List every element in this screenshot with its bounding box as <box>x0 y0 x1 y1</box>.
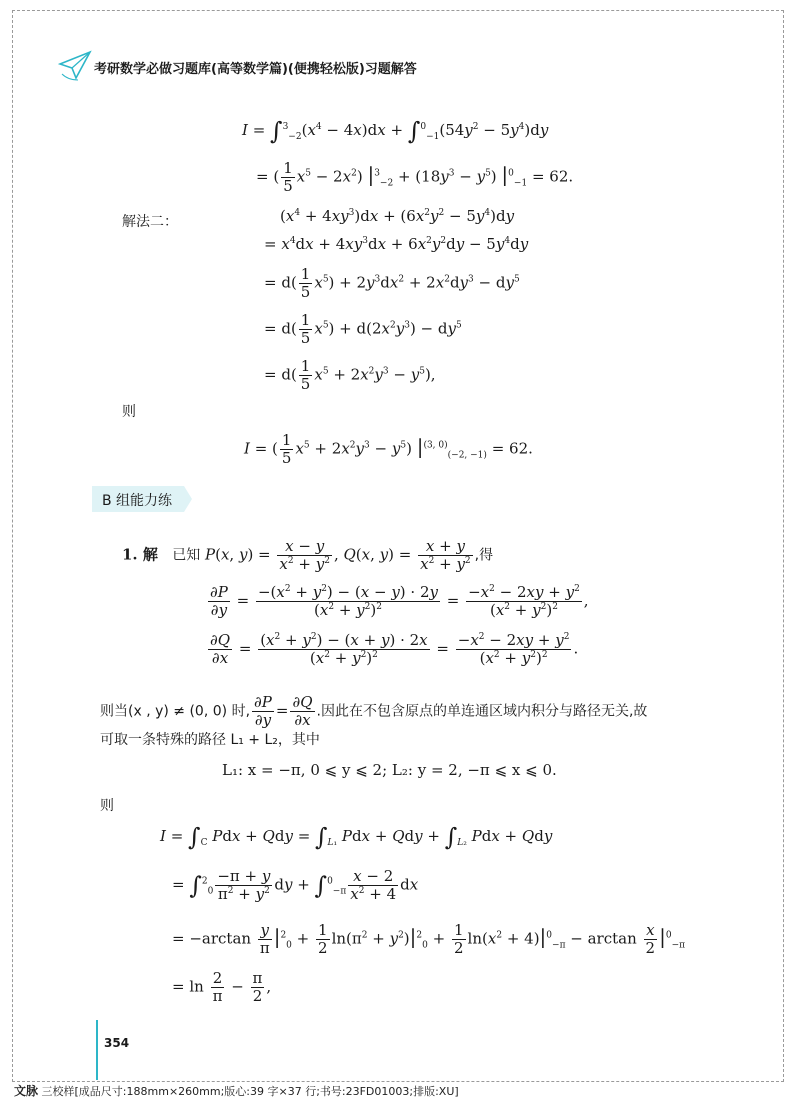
footer-brand: 文脉 <box>14 1084 39 1098</box>
formula-line: = ∫$^2_0$ $\frac{-\pi + y}{\pi^2 + y^2}$ dy + ∫$^0_{-\pi}$ $\frac{x - 2}{x^2 + 4}$ dx <box>172 867 419 903</box>
problem-intro: 1. 解 已知 P(x, y) = $\frac{x - y}{x^2 + y^2}$ , Q(x, y) = $\frac{x + y}{x^2 + y^2}$ ,得 <box>122 537 494 573</box>
print-footer <box>14 1082 459 1099</box>
formula-line: $\frac{\partial Q}{\partial x}$ = $\frac{(x^2 + y^2) - (x + y) \cdot 2x}{(x^2 + y^2)^2}$ = $\frac{-x^2 - 2xy + y^2}{(x^2 + y^2)^2}$ . <box>210 631 579 667</box>
section-badge <box>92 486 192 512</box>
formula-line: = −arctan $\frac{y}{\pi}$ $|^2_0$ + $\frac{1}{2}$ $\ln(\pi^2 + y^2)|^2_0$ + $\frac{1}{2}$ $\ln(x^2 + 4)|^0_{-\pi} - \arctan$ $\frac{x}{2}$ $|^0_{-\pi}$ <box>172 921 686 957</box>
formula-line: = d( $\frac{1}{5}$ $x^5) + d(2x^2y^3) - dy^5$ <box>264 311 462 347</box>
method2-label: 解法二： <box>122 214 178 230</box>
header-title: 考研数学必做习题库(高等数学篇)(便携轻松版)习题解答 <box>94 62 417 77</box>
text-line: 则当(x , y) ≠ (0, 0) 时, $\frac{\partial P}{\partial y}$ = $\frac{\partial Q}{\partial x}$ .因此在不包含原点的单连通区域内积分与路径无关,故 <box>100 693 648 729</box>
formula-line: = ( $\frac{1}{5}$ $x^5 - 2x^2$) $|^3_{-2} + (18y^3 - y^5) |^0_{-1} = 62$. <box>256 159 574 195</box>
formula-line: $I = \int_C$ Pdx + Qdy = $\int_{L_1}$ Pdx + Qdy + $\int_{L_2}$ Pdx + Qdy <box>160 823 553 851</box>
problem-intro-text: 已知 <box>172 547 201 564</box>
formula-line: $\frac{\partial P}{\partial y}$ = $\frac{-(x^2 + y^2) - (x - y) \cdot 2y}{(x^2 + y^2)^2}$ = $\frac{-x^2 - 2xy + y^2}{(x^2 + y^2)^2}$ , <box>210 583 589 619</box>
footer-text: 三校样[成品尺寸:188mm×260mm;版心:39 字×37 行;书号:23FD01003;排版:XU] <box>41 1085 459 1098</box>
formula-line: = $x^4dx + 4xy^3dx + 6x^2y^2dy - 5y^4dy$ <box>264 235 529 253</box>
then-label: 则 <box>122 404 136 420</box>
formula-line: = d( $\frac{1}{5}$ $x^5 + 2x^2y^3 - y^5$), <box>264 357 436 393</box>
text-conclusion: .因此在不包含原点的单连通区域内积分与路径无关,故 <box>316 703 648 720</box>
problem-number: 1. 解 <box>122 545 158 564</box>
formula-line: = d( $\frac{1}{5}$ $x^5) + 2y^3dx^2 + 2x^2dy^3 - dy^5$ <box>264 265 520 301</box>
margin-rule <box>96 1020 98 1080</box>
formula-line: $I = \int^3_{-2}(x^4 - 4x)dx + \int^0_{-1}(54y^2 - 5y^4)dy$ <box>242 117 549 145</box>
comma-get-text: ,得 <box>474 547 494 564</box>
section-badge-label: B 组能力练 <box>102 493 173 509</box>
page-number: 354 <box>104 1036 130 1050</box>
text-path: 可取一条特殊的路径 L₁ + L₂，其中 <box>100 732 320 748</box>
paths-line: L₁: x = −π, 0 ⩽ y ⩽ 2; L₂: y = 2, −π ⩽ x ⩽ 0. <box>222 761 557 779</box>
formula-line: I = ( $\frac{1}{5}$ $x^5 + 2x^2y^3 - y^5$) $|^{(3, 0)}_{(-2, -1)} = 62$. <box>244 431 533 467</box>
paper-plane-icon <box>58 50 92 82</box>
running-header <box>58 50 478 90</box>
text-when: 则当(x , y) ≠ (0, 0) 时, <box>100 703 251 720</box>
formula-line: $(x^4 + 4xy^3)dx + (6x^2y^2 - 5y^4)dy$ <box>280 207 515 225</box>
then-label-2: 则 <box>100 798 114 814</box>
formula-line: = ln $\frac{2}{\pi}$ − $\frac{\pi}{2}$ , <box>172 969 272 1005</box>
